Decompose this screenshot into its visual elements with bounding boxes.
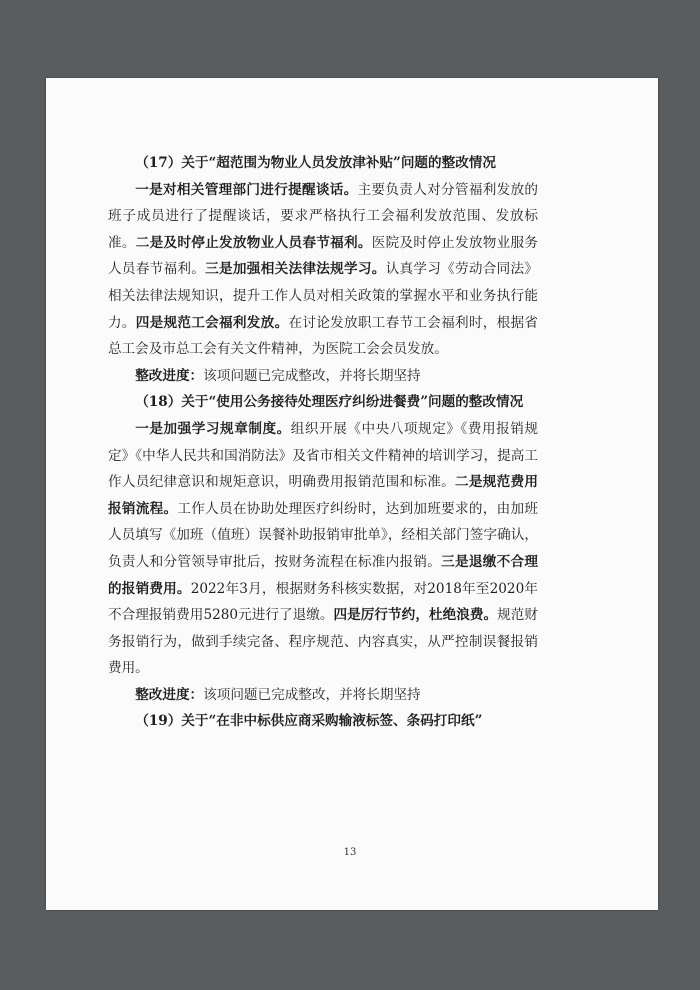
section-18-progress	[108, 682, 538, 709]
point-1-text: 主要负责人对分管福利发放的班子成员进行了提醒谈话，要求严格执行工会福利发放范围、发放标准。	[108, 181, 539, 251]
point-4-heading: 四是规范工会福利发放。	[135, 314, 289, 331]
point-2-heading: 二是规范费用报销流程。	[108, 474, 539, 517]
section-18-title: （18）关于“使用公务接待处理医疗纠纷进餐费”问题的整改情况	[135, 394, 524, 411]
progress-text: 该项问题已完成整改，并将长期坚持	[203, 686, 421, 703]
progress-label: 整改进度：	[135, 686, 204, 703]
progress-text: 该项问题已完成整改，并将长期坚持	[203, 367, 421, 384]
page-number: 13	[343, 847, 357, 858]
point-4-heading: 四是厉行节约，杜绝浪费。	[333, 607, 498, 624]
point-4-text: 规范财务报销行为，做到手续完备、程序规范、内容真实，从严控制误餐报销费用。	[108, 607, 538, 677]
point-3-text: 2022年3月，根据财务科核实数据，对2018年至2020年不合理报销费用5280元进行了退缴。	[108, 580, 539, 624]
point-1-heading: 一是对相关管理部门进行提醒谈话。	[135, 181, 358, 198]
point-3-heading: 三是退缴不合理的报销费用。	[108, 553, 538, 597]
section-17-progress	[108, 363, 538, 390]
point-2-heading: 二是及时停止发放物业人员春节福利。	[135, 234, 372, 251]
progress-label: 整改进度：	[135, 367, 204, 384]
document-body	[108, 150, 538, 735]
section-17-body	[108, 177, 538, 363]
point-1-heading: 一是加强学习规章制度。	[135, 420, 291, 437]
section-18-body	[108, 416, 538, 682]
point-2-text: 工作人员在协助处理医疗纠纷时，达到加班要求的，由加班人员填写《加班（值班）误餐补助报销审批单》，经相关部门签字确认，负责人和分管领导审批后，按财务流程在标准内报销。	[108, 500, 539, 570]
section-17-title: （17）关于“超范围为物业人员发放津补贴”问题的整改情况	[135, 155, 496, 171]
section-19-title: （19）关于“在非中标供应商采购输液标签、条码打印纸”	[135, 713, 483, 730]
point-3-heading: 三是加强相关法律法规学习。	[205, 261, 386, 278]
point-3-text: 认真学习《劳动合同法》相关法律法规知识，提升工作人员对相关政策的掌握水平和业务执行能力。	[108, 261, 539, 331]
point-1-text: 组织开展《中央八项规定》《费用报销规定》《中华人民共和国消防法》及省市相关文件精神的培训学习，提高工作人员纪律意识和规矩意识，明确费用报销范围和标准。	[108, 420, 538, 491]
point-4-text: 在讨论发放职工春节工会福利时，根据省总工会及市总工会有关文件精神，为医院工会会员发放。	[108, 314, 539, 358]
point-2-text: 医院及时停止发放物业服务人员春节福利。	[108, 234, 539, 278]
